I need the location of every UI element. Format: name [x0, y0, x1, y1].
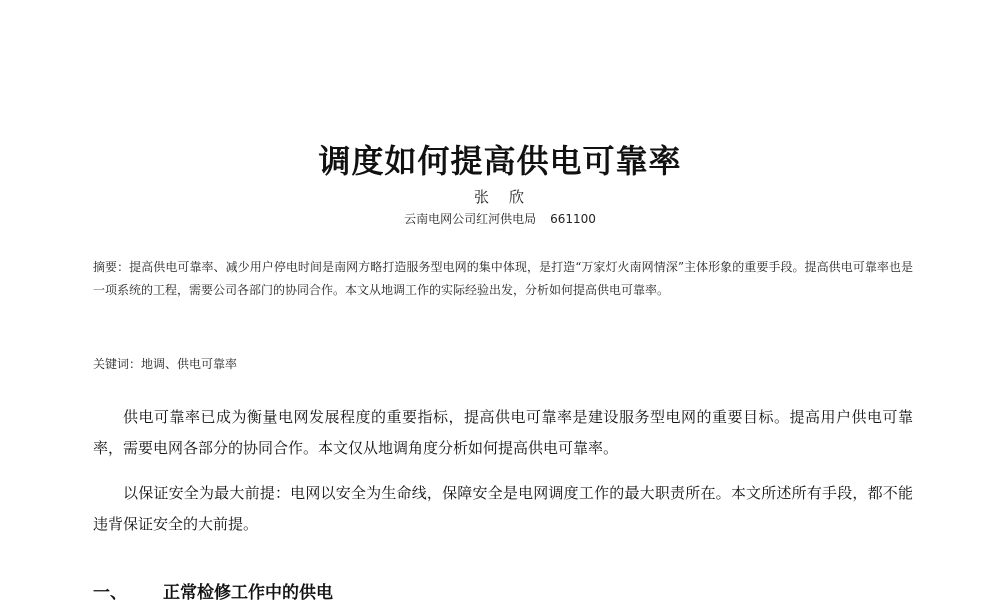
- document-title: 调度如何提高供电可靠率: [318, 142, 682, 180]
- author-family: 欣: [509, 188, 527, 206]
- abstract-label: 摘要：: [93, 260, 130, 274]
- affiliation-org: 云南电网公司红河供电局: [404, 212, 537, 226]
- author-name: [0, 186, 1000, 207]
- section-title: 正常检修工作中的供电: [163, 583, 333, 603]
- affiliation-postcode: 661100: [550, 212, 596, 226]
- keywords-text: 地调、供电可靠率: [141, 357, 238, 371]
- abstract: [93, 256, 913, 302]
- body-paragraph: 供电可靠率已成为衡量电网发展程度的重要指标，提高供电可靠率是建设服务型电网的重要目标。提高用户供电可靠率，需要电网各部分的协同合作。本文仅从地调角度分析如何提高供电可靠率。: [93, 408, 913, 457]
- keywords: [93, 354, 913, 374]
- section-heading: [93, 578, 333, 603]
- abstract-text: 提高供电可靠率、减少用户停电时间是南网方略打造服务型电网的集中体现，是打造“万家灯火南网情深”主体形象的重要手段。提高供电可靠率也是一项系统的工程，需要公司各部门的协同合作。本文从地调工作的实际经验出发，分析如何提高供电可靠率。: [93, 260, 913, 297]
- body-paragraph: 以保证安全为最大前提：电网以安全为生命线，保障安全是电网调度工作的最大职责所在。本文所述所有手段，都不能违背保证安全的大前提。: [93, 484, 913, 533]
- affiliation: [0, 210, 1000, 227]
- section-number: 一、: [93, 583, 127, 603]
- keywords-label: 关键词：: [93, 357, 142, 371]
- author-given: 张: [473, 188, 491, 206]
